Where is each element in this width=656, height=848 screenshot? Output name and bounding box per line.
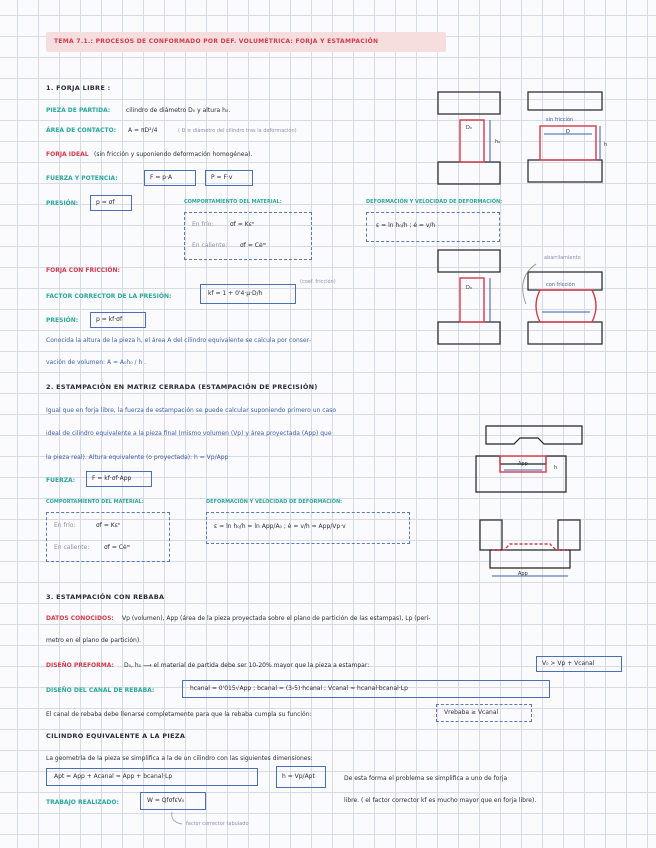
fig3-app: App — [518, 461, 528, 467]
trabajo-label: TRABAJO REALIZADO: — [46, 799, 119, 806]
frio-formula: σf = Kεⁿ — [230, 221, 255, 228]
s2-frio-label: En frío: — [54, 522, 76, 529]
fig1-d: D — [566, 129, 570, 135]
pieza-text: cilindro de diámetro D₀ y altura h₀. — [126, 107, 231, 114]
fig2-con-friccion: con fricción — [546, 282, 575, 288]
factor-label: FACTOR CORRECTOR DE LA PRESIÓN: — [46, 293, 172, 300]
forja-ideal-label: FORJA IDEAL — [46, 151, 89, 158]
s2-deform-label: DEFORMACIÓN Y VELOCIDAD DE DEFORMACIÓN: — [206, 499, 343, 505]
s2-caliente-label: En caliente: — [54, 544, 90, 551]
friccion-heading: FORJA CON FRICCIÓN: — [46, 267, 120, 274]
forja-ideal-text: (sin fricción y suponiendo deformación homogénea). — [94, 151, 253, 158]
conocida-line1: Conocida la altura de la pieza h, el área A del cilindro equivalente se calcula por conser- — [46, 337, 311, 344]
caliente-formula: σf = Cėᵐ — [240, 242, 267, 249]
s2-fuerza-label: FUERZA: — [46, 477, 76, 484]
trabajo-formula: W = QfσfεV₀ — [147, 797, 185, 804]
deform-label: DEFORMACIÓN Y VELOCIDAD DE DEFORMACIÓN: — [366, 199, 503, 205]
fig1-h0: h₀ — [495, 139, 501, 145]
area-note: ( D ≡ diámetro del cilindro tras la deformación) — [178, 128, 297, 134]
cilindro-heading: CILINDRO EQUIVALENTE A LA PIEZA — [46, 732, 186, 740]
presion2-label: PRESIÓN: — [46, 317, 79, 324]
fig3-app-bottom: App — [518, 571, 528, 577]
presion2-formula: p = kf·σf — [96, 316, 123, 323]
fuerza-formula: F = p·A — [150, 174, 173, 181]
forja-friccion-figure — [436, 248, 606, 348]
matriz-cerrada-figure — [470, 420, 590, 580]
datos-label: DATOS CONOCIDOS: — [46, 615, 114, 622]
area-label: ÁREA DE CONTACTO: — [46, 127, 117, 134]
presion-label: PRESIÓN: — [46, 200, 79, 207]
s2-p2: ideal de cilindro equivalente a la pieza final (mismo volumen (Vp) y área proyectada (App) que — [46, 430, 332, 437]
conocida-line2: vación de volumen: A = A₀h₀ / h . — [46, 359, 147, 366]
forma-line2: libre. ( el factor corrector kf es mucho mayor que en forja libre). — [344, 797, 537, 804]
canal-formula: hcanal = 0'015√App ; bcanal = (3-5)·hcanal ; Vcanal ≈ hcanal·bcanal·Lp — [190, 685, 408, 692]
pieza-label: PIEZA DE PARTIDA: — [46, 107, 111, 114]
page-title: TEMA 7.1.: PROCESOS DE CONFORMADO POR DEF. VOLUMÉTRICA: FORJA Y ESTAMPACIÓN — [54, 38, 379, 45]
s2-p1: Igual que en forja libre, la fuerza de estampación se puede calcular suponiendo primero un caso — [46, 407, 337, 414]
section-3-heading: 3. ESTAMPACIÓN CON REBABA — [46, 593, 165, 601]
trabajo-note: factor corrector tabulado — [186, 821, 249, 827]
forma-line1: De esta forma el problema se simplifica a uno de forja — [344, 775, 508, 782]
h-formula: h = Vp/Apt — [282, 773, 315, 780]
comport-box — [184, 212, 312, 260]
datos-text: Vp (volumen), App (área de la pieza proyectada sobre el plano de partición de las estampas), Lp (perí- — [122, 615, 431, 622]
fig1-h: h — [604, 142, 608, 148]
deform-formula: ε = ln h₀/h ; ė = v/h — [376, 222, 436, 229]
s2-deform-formula: ε = ln h₀/h = ln App/A₀ ; ė = v/h = App/Vp·v — [214, 523, 346, 530]
datos-text2: metro en el plano de partición). — [46, 637, 142, 644]
s2-p3: la pieza real). Altura equivalente (o proyectada): h = Vp/App — [46, 454, 229, 461]
s2-comport-box — [46, 512, 170, 562]
apt-formula: Apt = App + Acanal ≈ App + bcanal·Lp — [54, 773, 173, 780]
comport-label: COMPORTAMIENTO DEL MATERIAL: — [184, 199, 282, 205]
canal-label: DISEÑO DEL CANAL DE REBABA: — [46, 687, 155, 694]
diseno-formula: V₀ > Vp + Vcanal — [542, 660, 595, 667]
section-2-heading: 2. ESTAMPACIÓN EN MATRIZ CERRADA (ESTAMPACIÓN DE PRECISIÓN) — [46, 383, 318, 391]
fig3-h: h — [554, 465, 558, 471]
factor-formula: kf = 1 + 0'4·μ·D/h — [208, 290, 263, 297]
factor-note: (coef. fricción) — [300, 279, 336, 285]
trabajo-arrow — [168, 810, 188, 830]
fig1-d0: D₀ — [466, 125, 472, 131]
fig2-abarrilamiento: abarrilamiento — [544, 255, 581, 261]
geom-text: La geometría de la pieza se simplifica a la de un cilindro con las siguientes dimensiones: — [46, 755, 313, 762]
area-formula: A = πD²/4 — [128, 127, 158, 134]
fig1-sin-friccion: sin fricción — [546, 117, 574, 123]
s2-frio-formula: σf = Kεⁿ — [96, 522, 121, 529]
section-1-heading: 1. FORJA LIBRE : — [46, 84, 111, 92]
caliente-label: En caliente: — [192, 242, 228, 249]
s2-comport-label: COMPORTAMIENTO DEL MATERIAL: — [46, 499, 144, 505]
canal-note: El canal de rebaba debe llenarse completamente para que la rebaba cumpla su función: — [46, 711, 312, 718]
s2-caliente-formula: σf = Cėᵐ — [104, 544, 131, 551]
presion-formula: p = σf — [96, 199, 115, 206]
frio-label: En frío: — [192, 221, 214, 228]
forja-libre-figure — [436, 88, 606, 188]
diseno-text: D₀, h₀ ⟶ el material de partida debe ser 10-20% mayor que la pieza a estampar: — [124, 662, 370, 669]
fig2-d0: D₀ — [466, 285, 472, 291]
s2-fuerza-formula: F = kf·σf·App — [92, 475, 132, 482]
potencia-formula: P = F·v — [211, 174, 233, 181]
canal-note-formula: Vrebaba ≥ Vcanal — [444, 709, 499, 716]
fuerza-label: FUERZA Y POTENCIA: — [46, 175, 118, 182]
diseno-label: DISEÑO PREFORMA: — [46, 662, 114, 669]
